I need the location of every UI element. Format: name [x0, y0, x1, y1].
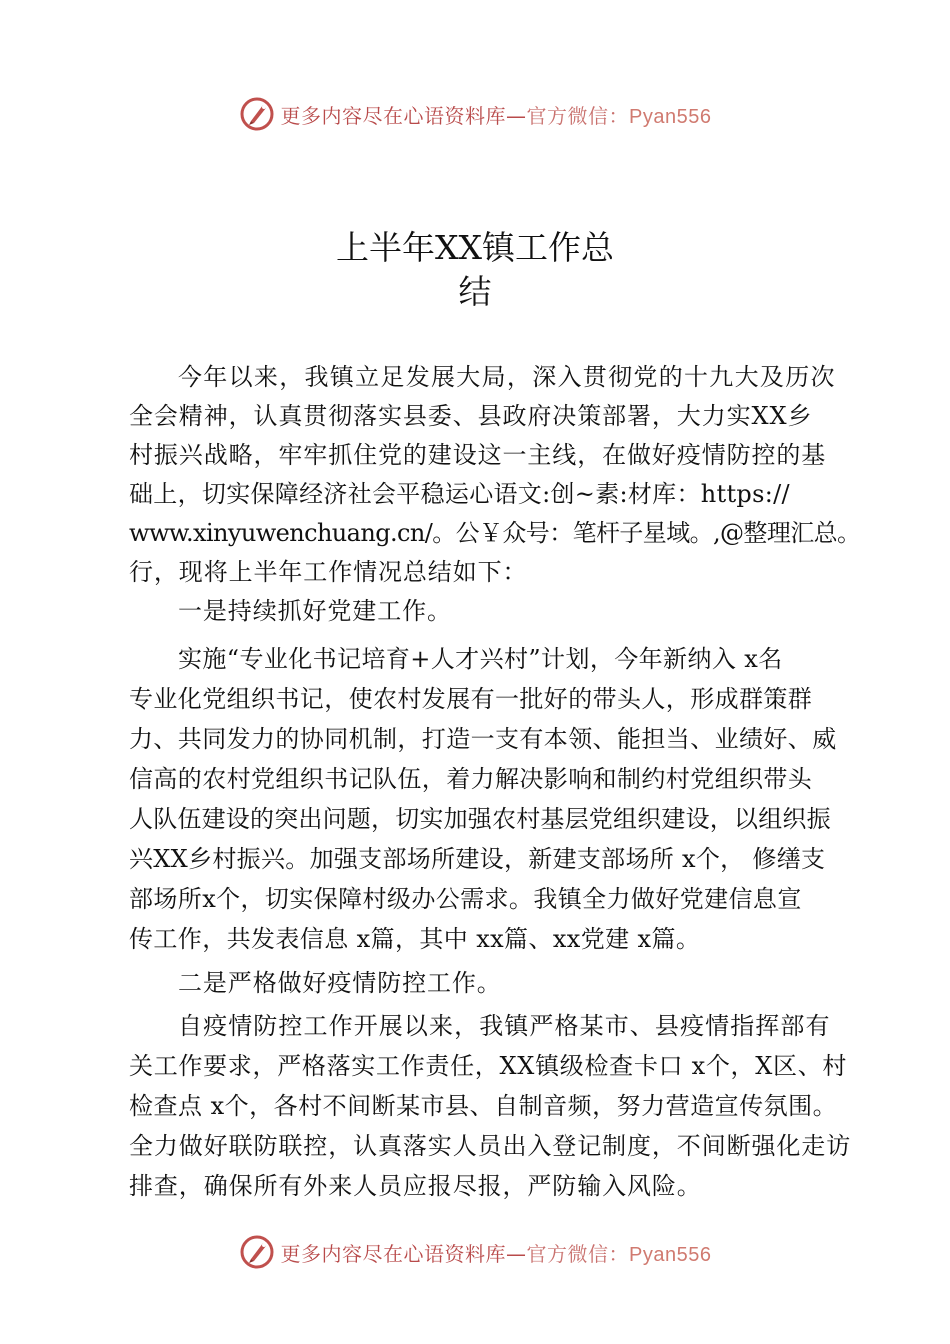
watermark-account: Pyan556	[629, 1243, 712, 1266]
body-line: 今年以来，我镇立足发展大局，深入贯彻党的十九大及历次	[178, 363, 836, 391]
body-line: 村振兴战略，牢牢抓住党的建设这一主线，在做好疫情防控的基	[129, 441, 827, 469]
watermark-header	[0, 94, 950, 134]
quill-pen-logo-icon	[239, 1234, 275, 1270]
watermark-site: 更多内容尽在心语资料库—	[280, 1241, 527, 1266]
body-line: 础上，切实保障经济社会平稳运心语文:创~素:材库：https://	[129, 480, 790, 508]
body-line: 力、共同发力的协同机制，打造一支有本领、能担当、业绩好、威	[129, 725, 837, 753]
body-line: 自疫情防控工作开展以来，我镇严格某市、县疫情指挥部有	[178, 1012, 831, 1040]
watermark-site: 更多内容尽在心语资料库—	[280, 103, 527, 128]
body-line: 排查，确保所有外来人员应报尽报，严防输入风险。	[129, 1172, 702, 1200]
body-line: 二是严格做好疫情防控工作。	[178, 969, 502, 997]
body-line: 部场所x个，切实保障村级办公需求。我镇全力做好党建信息宣	[129, 885, 802, 913]
body-line: 专业化党组织书记，使农村发展有一批好的带头人，形成群策群	[129, 685, 813, 713]
watermark-wechat-label: 官方微信：	[526, 1241, 630, 1266]
body-line: 行，现将上半年工作情况总结如下：	[129, 558, 528, 586]
watermark-wechat-label: 官方微信：	[526, 103, 630, 128]
body-line: 关工作要求，严格落实工作责任，XX镇级检查卡口 x个，X区、村	[129, 1052, 848, 1080]
body-line: 人队伍建设的突出问题，切实加强农村基层党组织建设，以组织振	[129, 805, 831, 833]
body-line: 全会精神，认真贯彻落实县委、县政府决策部署，大力实XX乡	[129, 402, 813, 430]
body-line: 传工作，共发表信息 x篇，其中 xx篇、xx党建 x篇。	[129, 925, 701, 953]
body-line: 实施“专业化书记培育+人才兴村”计划，今年新纳入 x名	[178, 645, 783, 673]
quill-pen-logo-icon	[239, 96, 275, 132]
body-line: 全力做好联防联控，认真落实人员出入登记制度，不间断强化走访	[129, 1132, 852, 1160]
body-line: 检查点 x个，各村不间断某市县、自制音频，努力营造宣传氛围。	[129, 1092, 838, 1120]
watermark-account: Pyan556	[629, 105, 712, 128]
watermark-text	[281, 100, 712, 129]
body-line: 兴XX乡村振兴。加强支部场所建设，新建支部场所 x个， 修缮支	[129, 845, 826, 873]
body-line: 一是持续抓好党建工作。	[178, 597, 452, 625]
title-line-2: 结	[458, 272, 492, 311]
document-title	[0, 226, 950, 314]
watermark-footer	[0, 1232, 950, 1272]
watermark-text	[281, 1238, 712, 1267]
title-line-1: 上半年XX镇工作总	[336, 228, 614, 267]
body-line: www.xinyuwenchuang.cn/。公￥众号：笔杆子星域。,@整理汇总。	[129, 519, 861, 547]
body-line: 信高的农村党组织书记队伍，着力解决影响和制约村党组织带头	[129, 765, 813, 793]
